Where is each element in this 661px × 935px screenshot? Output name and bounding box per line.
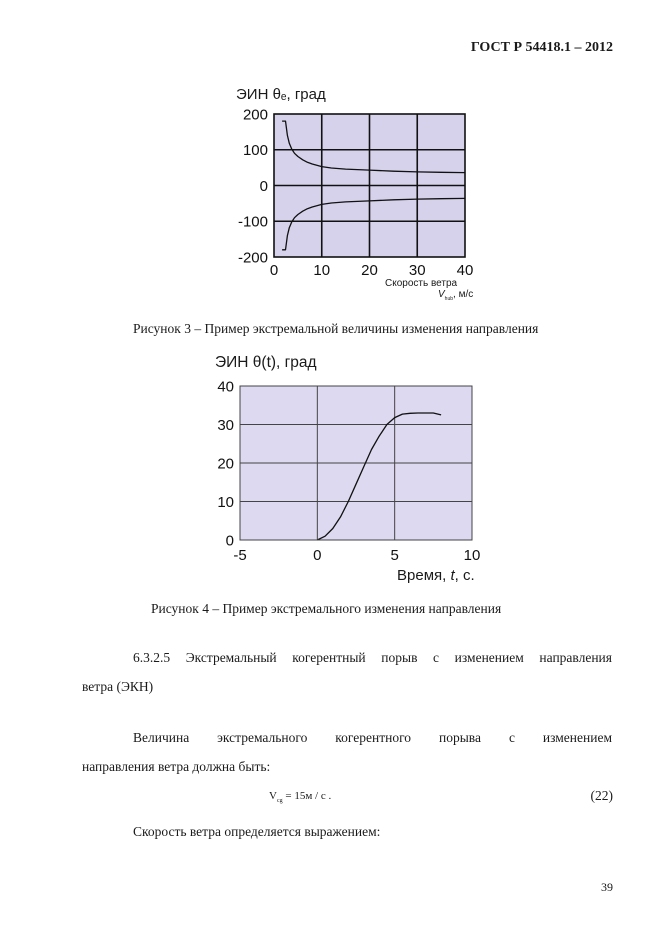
paragraph-line2: направления ветра должна быть: [82, 759, 271, 774]
section-heading-line2: ветра (ЭКН) [82, 679, 154, 694]
figure3-xlabel-unit: , м/с [453, 289, 474, 300]
figure3-caption: Рисунок 3 – Пример экстремальной величины изменения направления [133, 321, 539, 336]
closing-line: Скорость ветра определяется выражением: [133, 824, 381, 839]
standard-header: ГОСТ Р 54418.1 – 2012 [470, 40, 613, 55]
figure4-chart [195, 378, 515, 588]
figure3-xlabel-line2 [438, 289, 473, 302]
formula-v: V [269, 790, 277, 802]
figure4-y-tick-label: 10 [217, 493, 234, 511]
figure3-x-tick-label: 30 [408, 262, 426, 279]
figure3-x-tick-label: 40 [456, 262, 474, 279]
figure3-y-tick-label: -200 [237, 249, 268, 267]
figure4-xlabel [397, 567, 475, 584]
figure3-x-tick-label: 10 [313, 262, 331, 279]
figure3-x-tick-label: 20 [361, 262, 378, 279]
figure3-chart [210, 104, 500, 304]
figure4-xlabel-unit: , с. [454, 567, 475, 584]
figure4-xlabel-word: Время, [397, 567, 451, 584]
figure4-x-tick-label: -5 [233, 547, 247, 564]
paragraph-line1: Величина экстремального когерентного порыва с изменением [133, 730, 612, 745]
figure4-caption: Рисунок 4 – Пример экстремального изменения направления [151, 601, 502, 616]
formula [269, 790, 331, 804]
figure3-y-tick-label: 0 [259, 177, 268, 195]
figure4-y-tick-label: 30 [217, 416, 234, 434]
figure4-x-tick-label: 0 [313, 547, 322, 564]
figure3-y-tick-label: 100 [242, 142, 268, 160]
figure4-y-tick-label: 0 [225, 532, 234, 550]
formula-sub: cg [276, 798, 283, 805]
figure4-x-tick-label: 5 [390, 547, 399, 564]
figure4-y-tick-label: 20 [217, 455, 234, 473]
figure4-x-tick-label: 10 [463, 547, 481, 564]
formula-rest: = 15м / с . [282, 790, 332, 802]
figure3-xlabel-v: V [438, 289, 445, 300]
figure3-xlabel-sub: hub [444, 296, 454, 302]
figure4-xlabel-t: t [450, 567, 455, 584]
figure3-xlabel-line1: Скорость ветра [385, 278, 458, 289]
page-number: 39 [601, 880, 613, 894]
figure4-y-tick-label: 40 [217, 378, 234, 396]
figure3-title: ЭИН θₑ, град [236, 86, 326, 103]
figure3-y-tick-label: 200 [242, 106, 268, 124]
figure3-y-tick-label: -100 [237, 213, 268, 231]
figure3-x-tick-label: 0 [269, 262, 279, 279]
figure4-title: ЭИН θ(t), град [215, 354, 317, 371]
equation-number: (22) [590, 788, 613, 803]
section-heading-line1: 6.3.2.5 Экстремальный когерентный порыв с изменением направления [133, 650, 612, 665]
